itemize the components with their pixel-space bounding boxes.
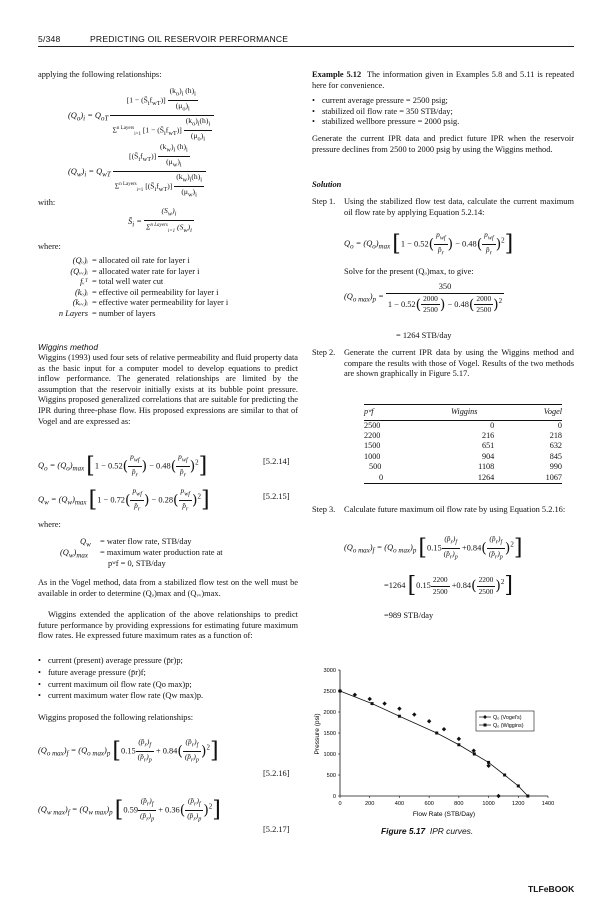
- step-2-label: Step 2.: [312, 348, 336, 357]
- wiggins-heading: Wiggins method: [38, 342, 98, 352]
- step-3-label: Step 3.: [312, 505, 336, 514]
- definition-row: n Layers = number of layers: [58, 308, 156, 318]
- step-2-text: Generate the current IPR data by using the Wiggins method and compare the results with those of Vogel. Results of the two methods are shown graphically in Figure 5.17.: [344, 348, 574, 379]
- equation-number: [5.2.14]: [263, 457, 290, 466]
- vogel-point: [457, 737, 461, 741]
- wiggins-paragraph: Wiggins (1993) used four sets of relative permeability and fluid property data as the basic input for a computer model to develop equations to predict inflow performance. The generated relationships are limited by the assumption that the reservoir initially exists at its bubble point pressure. Wiggins proposed generalized correlations that are suitable for predicting the IPR during three-phase flow. His proposed expressions are similar to that of Vogel and are expressed as:: [38, 353, 298, 426]
- definition-row: fᵥᵀ = total well water cut: [80, 277, 164, 287]
- equation-number: [5.2.15]: [263, 492, 290, 501]
- legend-vogel-label: Qₒ (Vogel's): [493, 715, 522, 721]
- definition-row: (Qₒ)ᵢ = allocated oil rate for layer i: [72, 256, 190, 265]
- equation-5-2-17: $(Q_{w max})_f = (Q_{w max})_p$ [0.59 $\frac{(p̄_r)_f}{(p̄_r)_p}$ + 0.36( $\frac{(p̄_r)_f}{(p̄_r)_p}$ )$^2$]: [38, 796, 221, 823]
- table-header-row: [364, 405, 562, 421]
- list-item: • current (present) average pressure (p̄r)p;: [38, 656, 298, 668]
- x-tick-label: 1000: [482, 801, 495, 807]
- oil-allocation-equation: $(Q_o)_i = Q_{oT}$ $[1 - (S̄_if_{wT})]$ $\frac{(k_o)_i (h)_i}{(\mu_o)_i}$ $\Sigma^{n Layers}_{i=1}$ $[1 - (S̄_if_{wT})]$ $\frac{(k_o)_i(h)_i}{(\mu_o)_i}$: [68, 86, 214, 145]
- definition-row: (kᵥᵥ)ᵢ = effective water permeability for layer i: [72, 298, 229, 308]
- example-label: Example 5.12: [312, 70, 362, 79]
- chart-axes: [340, 670, 548, 796]
- table-row: 0 1264 1067: [364, 473, 562, 484]
- qw-symbol: $Q_w$: [80, 537, 91, 549]
- with-label: with:: [38, 198, 56, 207]
- vogel-point: [496, 794, 500, 798]
- step-1-label: Step 1.: [312, 197, 336, 206]
- x-tick-label: 800: [454, 801, 464, 807]
- wiggins-point: [339, 690, 342, 693]
- table-row: 500 1108 990: [369, 462, 562, 472]
- qwmax-symbol: $(Q_w)_{max}$: [60, 548, 88, 560]
- equation-5-2-16: $(Q_{o max})_f = (Q_{o max})_p$ [0.15 $\frac{(p̄_r)_f}{(p̄_r)_p}$ + 0.84( $\frac{(p̄_r)_f}{(p̄_r)_p}$ )$^2$]: [38, 737, 219, 764]
- qwmax-definition: = maximum water production rate at: [100, 548, 223, 557]
- vogel-point: [427, 719, 431, 723]
- example-text: The information given in Examples 5.8 and 5.11 is repeated here for convenience.: [312, 70, 575, 90]
- solution-heading: Solution: [312, 180, 342, 189]
- table-row: 1000 904 845: [364, 451, 562, 461]
- equation-5-2-15: $Q_w = (Q_w)_{max}$ [1 − 0.72( $\frac{p_{wf}}{p̄_r}$ ) − 0.28( $\frac{p_{wf}}{p̄_r}$ )$^2$]: [38, 486, 210, 513]
- step-3-equation: $(Q_{o max})_f = (Q_{o max})_p$ [0.15 $\frac{(p̄_r)_f}{(p̄_r)_p}$ +0.84( $\frac{(p̄_r)_f}{(p̄_r)_p}$ )$^2$]: [344, 534, 523, 561]
- list-item: • future average pressure (p̄r)f;: [38, 668, 298, 680]
- step-1-calculation: $(Q_{o max})_p$ = 350 1 − 0.52( $\frac{2000}{2500}$ ) − 0.48( $\frac{2000}{2500}$ )$^2$: [344, 282, 503, 315]
- header-rule: [38, 46, 574, 47]
- equation-number: [5.2.16]: [263, 769, 290, 778]
- figure-caption: [381, 826, 473, 837]
- ipr-table: [364, 404, 562, 484]
- vogel-point: [397, 706, 401, 710]
- vogel-point: [412, 712, 416, 716]
- step-3-result: =989 STB/day: [384, 611, 434, 620]
- column-header: Wiggins: [418, 405, 510, 421]
- step-1-text: Using the stabilized flow test data, calculate the current maximum oil flow rate by applying Equation 5.2.14:: [344, 197, 574, 217]
- page-number: 5/348: [38, 34, 61, 44]
- qw-definition: = water flow rate, STB/day: [100, 537, 192, 546]
- step-1-equation: $Q_o = (Q_o)_{max}$ [1 − 0.52( $\frac{p_{wf}}{p̄_r}$ ) − 0.48( $\frac{p_{wf}}{p̄_r}$ )$^2$]: [344, 230, 514, 257]
- where-label: where:: [38, 242, 61, 251]
- y-tick-label: 500: [326, 773, 336, 779]
- table-row: 2500 0 0: [364, 420, 562, 430]
- y-tick-label: 3000: [323, 668, 336, 674]
- x-tick-label: 0: [338, 801, 342, 807]
- example-data-list: [312, 96, 574, 128]
- vogel-point: [442, 727, 446, 731]
- wiggins-point: [457, 743, 460, 746]
- extended-paragraph: Wiggins extended the application of the above relationships to predict future performance by providing expressions for estimating future maximum flow rates. He expressed future maximum rates as a function of:: [38, 610, 298, 641]
- running-title: PREDICTING OIL RESERVOIR PERFORMANCE: [90, 34, 289, 44]
- y-tick-label: 0: [332, 794, 336, 800]
- list-item: • current maximum oil flow rate (Qo max)p;: [38, 680, 298, 691]
- chart-marks: [338, 689, 529, 798]
- vogel-paragraph: As in the Vogel method, data from a stabilized flow test on the well must be available in order to determine (Qₒ)max and (Qᵥᵥ)max.: [38, 578, 298, 598]
- task-text: Generate the current IPR data and predict future IPR when the reservoir pressure declines from 2500 to 2000 psig by using the Wiggins method.: [312, 134, 574, 154]
- footer-credit: TLFeBOOK: [528, 884, 575, 894]
- y-tick-label: 1500: [323, 731, 336, 737]
- intro-text: applying the following relationships:: [38, 70, 162, 79]
- list-item: • stabilized wellbore pressure = 2000 psig.: [312, 117, 574, 128]
- x-tick-label: 600: [424, 801, 434, 807]
- legend-wiggins-marker: [484, 724, 487, 727]
- ipr-chart: [312, 664, 578, 824]
- wiggins-curve-line: [340, 691, 528, 796]
- equation-5-2-14: $Q_o = (Q_o)_{max}$ [1 − 0.52( $\frac{p_{wf}}{p̄_r}$ ) − 0.48( $\frac{p_{wf}}{p̄_r}$ )$^2$]: [38, 452, 208, 479]
- x-tick-label: 1200: [512, 801, 525, 807]
- vogel-point: [472, 748, 476, 752]
- qwmax-definition-2: pʷf = 0, STB/day: [108, 559, 166, 568]
- wiggins-point: [503, 774, 506, 777]
- where-label-2: where:: [38, 520, 61, 529]
- equation-number: [5.2.17]: [263, 825, 290, 834]
- column-header: Vogel: [510, 405, 562, 421]
- definition-row: (kₒ)ᵢ = effective oil permeability for layer i: [74, 287, 219, 297]
- table-row: 1500 651 632: [364, 441, 562, 451]
- step-3-substitution: =1264 [0.15 $\frac{2200}{2500}$ +0.84( $\frac{2200}{2500}$ )$^2$]: [384, 572, 513, 598]
- y-tick-label: 1000: [323, 752, 336, 758]
- wiggins-point: [517, 784, 520, 787]
- legend-wiggins-label: Qₒ (Wiggins): [493, 723, 524, 729]
- list-item: • stabilized oil flow rate = 350 STB/day;: [312, 107, 574, 118]
- wiggins-point: [487, 761, 490, 764]
- wiggins-point: [526, 795, 529, 798]
- list-item: • current maximum water flow rate (Qw max)p.: [38, 691, 298, 702]
- vogel-point: [368, 697, 372, 701]
- x-axis-label: Flow Rate (STB/Day): [412, 811, 476, 818]
- wiggins-point: [473, 753, 476, 756]
- step-3-text: Calculate future maximum oil flow rate by using Equation 5.2.16:: [344, 505, 566, 514]
- figure-label: Figure 5.17: [381, 826, 426, 836]
- x-tick-label: 1400: [541, 801, 555, 807]
- y-tick-label: 2500: [323, 689, 336, 695]
- step-1-numerator: 350: [386, 282, 504, 294]
- water-allocation-equation: $(Q_w)_i = Q_{wT}$ $[(S̄_if_{wT})]$ $\frac{(k_w)_i (h)_i}{(\mu_w)_i}$ $\Sigma^{n Layers}_{i=1}$ $[(S̄_if_{wT})]$ $\frac{(k_w)_i(h)_i}{(\mu_w)_i}$: [68, 142, 206, 201]
- chart-legend: [476, 711, 534, 731]
- proposed-paragraph: Wiggins proposed the following relationships:: [38, 713, 194, 722]
- definition-row: (Qᵥᵥ)ᵢ = allocated water rate for layer i: [70, 266, 200, 276]
- y-tick-label: 2000: [323, 710, 336, 716]
- table-row: 2200 216 218: [364, 431, 562, 440]
- list-item: • current average pressure = 2500 psig;: [312, 96, 574, 107]
- definitions-list: [38, 256, 298, 320]
- step-1-solve: Solve for the present (Qₒ)max, to give:: [344, 267, 474, 276]
- wiggins-point: [398, 715, 401, 718]
- step-1-result: = 1264 STB/day: [396, 331, 452, 340]
- figure-caption-text: IPR curves.: [429, 826, 474, 836]
- vogel-point: [486, 764, 490, 768]
- wiggins-point: [371, 702, 374, 705]
- wiggins-point: [435, 732, 438, 735]
- column-header: pʷf: [364, 405, 418, 421]
- future-inputs-list: [38, 656, 298, 701]
- y-axis-label: Pressure (psi): [314, 713, 321, 755]
- saturation-equation: $S̄_i$ = $\frac{(S_w)_i}{\Sigma^{n Layers}_{i=1} (S_w)_i}$: [128, 206, 192, 235]
- example-intro: [312, 70, 574, 91]
- x-tick-label: 400: [394, 801, 405, 807]
- vogel-point: [382, 701, 386, 705]
- x-tick-label: 200: [365, 801, 375, 807]
- step-3-multiplier: =1264: [384, 581, 406, 591]
